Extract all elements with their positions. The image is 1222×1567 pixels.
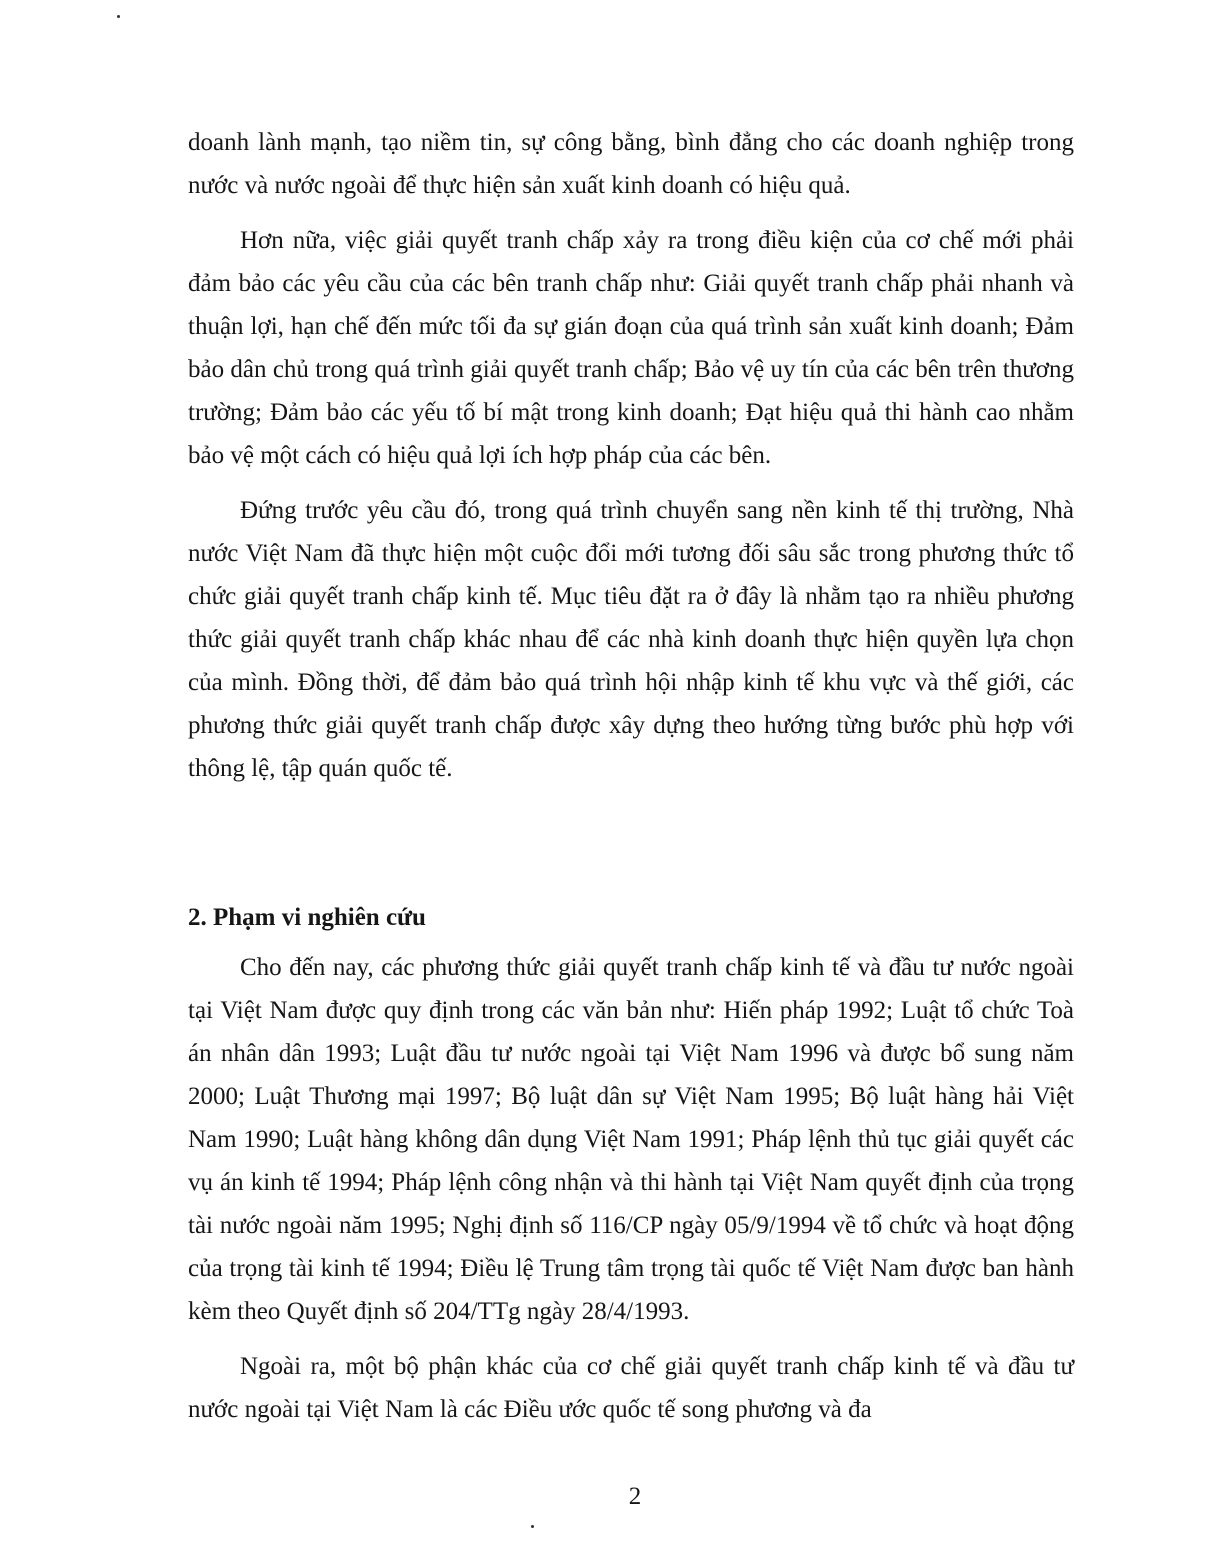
scan-speck — [117, 15, 120, 18]
paragraph-continuation: doanh lành mạnh, tạo niềm tin, sự công bằng, bình đẳng cho các doanh nghiệp trong nước và nước ngoài để thực hiện sản xuất kinh doanh có hiệu quả. — [188, 129, 1074, 199]
section-2 — [188, 896, 1074, 1431]
scan-speck — [531, 1525, 534, 1528]
body-text-top — [188, 121, 1074, 790]
paragraph-requirements: Hơn nữa, việc giải quyết tranh chấp xảy ra trong điều kiện của cơ chế mới phải đảm bảo các yêu cầu của các bên tranh chấp như: Giải quyết tranh chấp phải nhanh và thuận lợi, hạn chế đến mức tối đa sự gián đoạn của quá trình sản xuất kinh doanh; Đảm bảo dân chủ trong quá trình giải quyết tranh chấp; Bảo vệ uy tín của các bên trên thương trường; Đảm bảo các yếu tố bí mật trong kinh doanh; Đạt hiệu quả thi hành cao nhằm bảo vệ một cách có hiệu quả lợi ích hợp pháp của các bên. — [188, 227, 1074, 469]
page-number: 2 — [628, 1483, 642, 1510]
paragraph-reform: Đứng trước yêu cầu đó, trong quá trình chuyển sang nền kinh tế thị trường, Nhà nước Việt Nam đã thực hiện một cuộc đổi mới tương đối sâu sắc trong phương thức tổ chức giải quyết tranh chấp kinh tế. Mục tiêu đặt ra ở đây là nhằm tạo ra nhiều phương thức giải quyết tranh chấp khác nhau để các nhà kinh doanh thực hiện quyền lựa chọn của mình. Đồng thời, để đảm bảo quá trình hội nhập kinh tế khu vực và thế giới, các phương thức giải quyết tranh chấp được xây dựng theo hướng từng bước phù hợp với thông lệ, tập quán quốc tế. — [188, 497, 1074, 782]
section-heading: 2. Phạm vi nghiên cứu — [188, 904, 426, 931]
paragraph-treaties: Ngoài ra, một bộ phận khác của cơ chế giải quyết tranh chấp kinh tế và đầu tư nước ngoài tại Việt Nam là các Điều ước quốc tế song phương và đa — [188, 1353, 1074, 1423]
paragraph-legal-documents: Cho đến nay, các phương thức giải quyết tranh chấp kinh tế và đầu tư nước ngoài tại Việt Nam được quy định trong các văn bản như: Hiến pháp 1992; Luật tổ chức Toà án nhân dân 1993; Luật đầu tư nước ngoài tại Việt Nam 1996 và được bổ sung năm 2000; Luật Thương mại 1997; Bộ luật dân sự Việt Nam 1995; Bộ luật hàng hải Việt Nam 1990; Luật hàng không dân dụng Việt Nam 1991; Pháp lệnh thủ tục giải quyết các vụ án kinh tế 1994; Pháp lệnh công nhận và thi hành tại Việt Nam quyết định của trọng tài nước ngoài năm 1995; Nghị định số 116/CP ngày 05/9/1994 về tổ chức và hoạt động của trọng tài kinh tế 1994; Điều lệ Trung tâm trọng tài quốc tế Việt Nam được ban hành kèm theo Quyết định số 204/TTg ngày 28/4/1993. — [188, 954, 1074, 1325]
